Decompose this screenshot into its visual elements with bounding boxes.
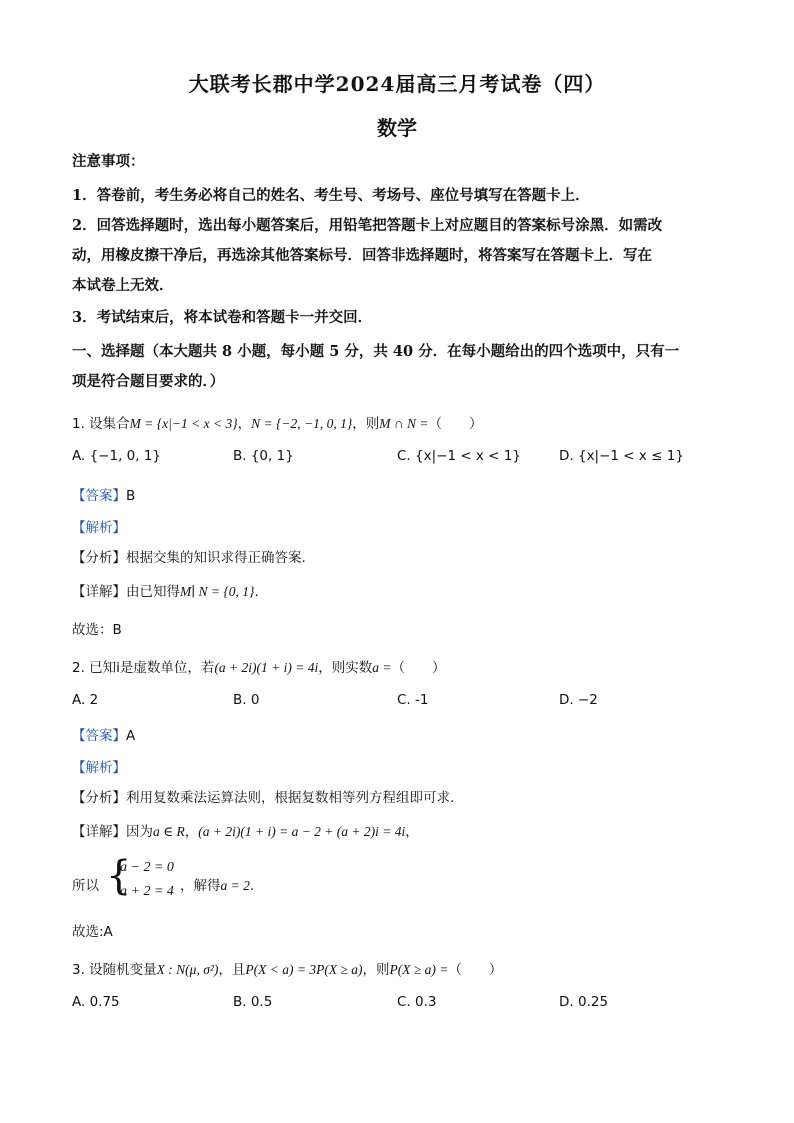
question-1-option-d: D. {x|−1 < x ≤ 1}: [559, 448, 684, 464]
question-1-guxuan: 故选：B: [72, 622, 122, 638]
system-brace: {: [106, 853, 132, 899]
question-2-jiede: ，解得a = 2.: [180, 878, 255, 894]
question-2-option-a: A. 2: [72, 692, 99, 708]
question-2-answer: 【答案】A: [72, 728, 136, 744]
system-eq-2: a + 2 = 4: [120, 884, 174, 899]
page-title: 大联考长郡中学2024届高三月考试卷（四）: [188, 72, 606, 96]
notice-heading: 注意事项：: [72, 153, 145, 170]
question-1-xiangjie: 【详解】由已知得M∣ N = {0, 1}.: [72, 584, 259, 600]
question-3-stem: 3. 设随机变量X : N(μ, σ²)，且P(X < a) = 3P(X ≥ a)，则P(X ≥ a) =（ ）: [72, 962, 503, 978]
question-2-stem: 2. 已知i是虚数单位，若(a + 2i)(1 + i) = 4i，则实数a =（ ）: [72, 660, 446, 676]
question-2-xiangjie: 【详解】因为a ∈ R，(a + 2i)(1 + i) = a − 2 + (a + 2)i = 4i，: [72, 824, 419, 840]
question-1-option-a: A. {−1, 0, 1}: [72, 448, 162, 464]
section-heading: 一、选择题（本大题共 8 小题，每小题 5 分，共 40 分．在每小题给出的四个选项中，只有一: [72, 343, 680, 360]
section-heading-cont: 项是符合题目要求的．）: [72, 373, 225, 390]
question-2-option-b: B. 0: [233, 692, 260, 708]
question-1-answer: 【答案】B: [72, 488, 136, 504]
question-3-option-c: C. 0.3: [397, 994, 437, 1010]
question-1-option-b: B. {0, 1}: [233, 448, 294, 464]
question-3-option-a: A. 0.75: [72, 994, 120, 1010]
question-1-stem: 1. 设集合M = {x|−1 < x < 3}，N = {−2, −1, 0, 1}，则M ∩ N =（ ）: [72, 416, 483, 432]
question-1-fenxi: 【分析】根据交集的知识求得正确答案.: [72, 550, 306, 566]
question-1-option-c: C. {x|−1 < x < 1}: [397, 448, 521, 464]
question-2-fenxi: 【分析】利用复数乘法运算法则，根据复数相等列方程组即可求.: [72, 790, 455, 806]
question-2-option-d: D. −2: [559, 692, 598, 708]
system-eq-1: a − 2 = 0: [120, 860, 174, 875]
question-3-option-b: B. 0.5: [233, 994, 273, 1010]
question-2-option-c: C. -1: [397, 692, 429, 708]
subject-title: 数学: [377, 116, 417, 140]
notice-item-2c: 本试卷上无效．: [72, 277, 174, 294]
question-3-option-d: D. 0.25: [559, 994, 609, 1010]
notice-item-2a: 2．回答选择题时，选出每小题答案后，用铅笔把答题卡上对应题目的答案标号涂黑．如需改: [72, 217, 663, 234]
question-2-jiexi: 【解析】: [72, 760, 126, 776]
notice-item-3: 3．考试结束后，将本试卷和答题卡一并交回．: [72, 309, 373, 326]
notice-item-1: 1．答卷前，考生务必将自己的姓名、考生号、考场号、座位号填写在答题卡上．: [72, 187, 590, 204]
question-1-jiexi: 【解析】: [72, 520, 126, 536]
notice-item-2b: 动，用橡皮擦干净后，再选涂其他答案标号．回答非选择题时，将答案写在答题卡上．写在: [72, 247, 652, 264]
question-2-suoyi: 所以: [72, 878, 99, 894]
question-2-guxuan: 故选:A: [72, 924, 113, 940]
